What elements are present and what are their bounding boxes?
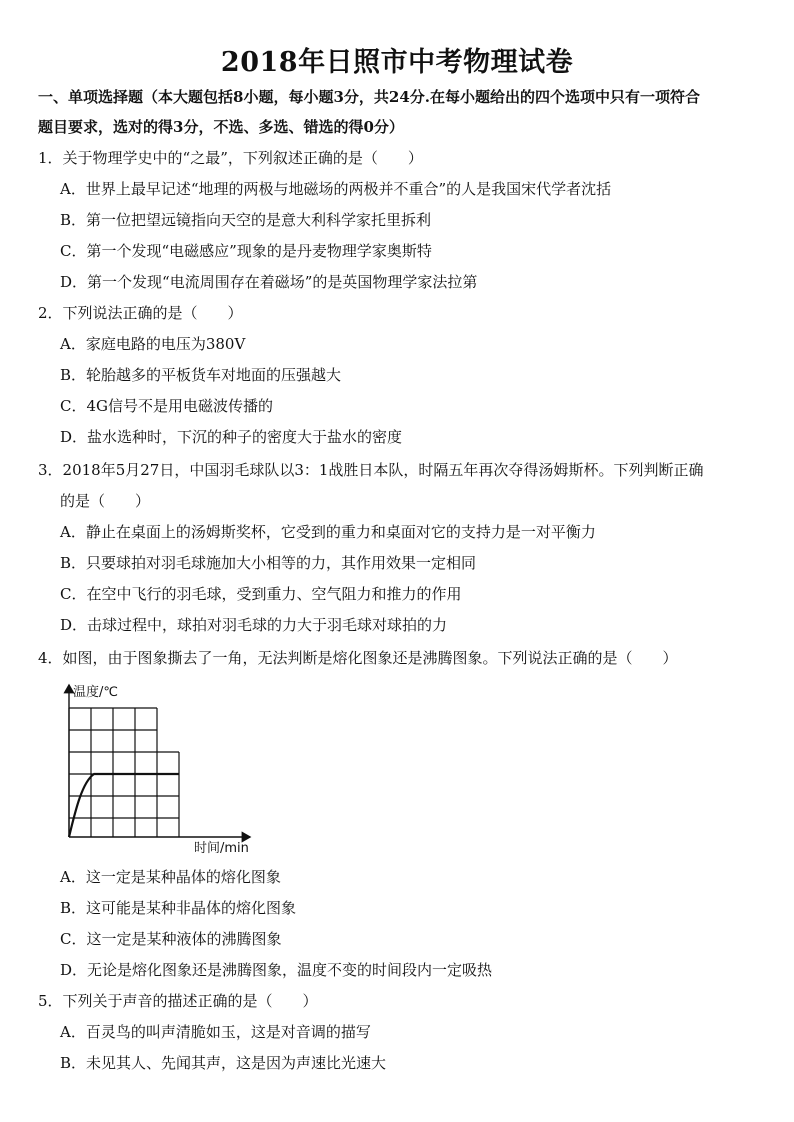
graph-y-label: 温度/℃ (73, 685, 118, 700)
exam-title: 2018年日照市中考物理试卷 (220, 47, 574, 78)
question-2-option-a: A．家庭电路的电压为380V (60, 335, 246, 353)
question-4-stem: 4．如图，由于图象撕去了一角，无法判断是熔化图象还是沸腾图象。下列说法正确的是（ ） (38, 649, 678, 667)
question-2-option-d: D．盐水选种时，下沉的种子的密度大于盐水的密度 (60, 428, 403, 446)
question-3-option-d: D．击球过程中，球拍对羽毛球的力大于羽毛球对球拍的力 (60, 616, 448, 634)
question-1-option-d: D．第一个发现“电流周围存在着磁场”的是英国物理学家法拉第 (60, 273, 478, 291)
question-2-option-b: B．轮胎越多的平板货车对地面的压强越大 (60, 366, 342, 384)
question-4-option-c: C．这一定是某种液体的沸腾图象 (60, 930, 282, 948)
question-5-option-a: A．百灵鸟的叫声清脆如玉，这是对音调的描写 (60, 1023, 371, 1041)
question-1-stem: 1．关于物理学史中的“之最”，下列叙述正确的是（ ） (38, 149, 423, 167)
section-heading-line2: 题目要求，选对的得3分，不选、多选、错选的得0分） (38, 118, 404, 136)
question-3-stem-continued: 的是（ ） (60, 492, 151, 510)
question-4-option-b: B．这可能是某种非晶体的熔化图象 (60, 899, 297, 917)
question-2-stem: 2．下列说法正确的是（ ） (38, 304, 243, 322)
question-1-option-c: C．第一个发现“电磁感应”现象的是丹麦物理学家奥斯特 (60, 242, 432, 260)
question-1-option-a: A．世界上最早记述“地理的两极与地磁场的两极并不重合”的人是我国宋代学者沈括 (60, 180, 612, 198)
section-heading-line1: 一、单项选择题（本大题包括8小题，每小题3分，共24分.在每小题给出的四个选项中只有一项符合 (38, 88, 700, 106)
graph-grid (69, 708, 179, 837)
question-2-option-c: C．4G信号不是用电磁波传播的 (60, 397, 274, 415)
question-4-option-d: D．无论是熔化图象还是沸腾图象，温度不变的时间段内一定吸热 (60, 961, 493, 979)
temperature-time-graph (42, 682, 272, 857)
question-5-stem: 5．下列关于声音的描述正确的是（ ） (38, 992, 318, 1010)
question-3-stem: 3．2018年5月27日，中国羽毛球队以3：1战胜日本队，时隔五年再次夺得汤姆斯杯。下列判断正确 (38, 461, 704, 479)
question-3-option-b: B．只要球拍对羽毛球施加大小相等的力，其作用效果一定相同 (60, 554, 477, 572)
graph-curve (69, 774, 179, 837)
question-1-option-b: B．第一位把望远镜指向天空的是意大利科学家托里拆利 (60, 211, 432, 229)
question-5-option-b: B．未见其人、先闻其声，这是因为声速比光速大 (60, 1054, 387, 1072)
question-4-option-a: A．这一定是某种晶体的熔化图象 (60, 868, 281, 886)
question-3-option-a: A．静止在桌面上的汤姆斯奖杯，它受到的重力和桌面对它的支持力是一对平衡力 (60, 523, 596, 541)
graph-x-label: 时间/min (194, 841, 249, 856)
question-3-option-c: C．在空中飞行的羽毛球，受到重力、空气阻力和推力的作用 (60, 585, 462, 603)
